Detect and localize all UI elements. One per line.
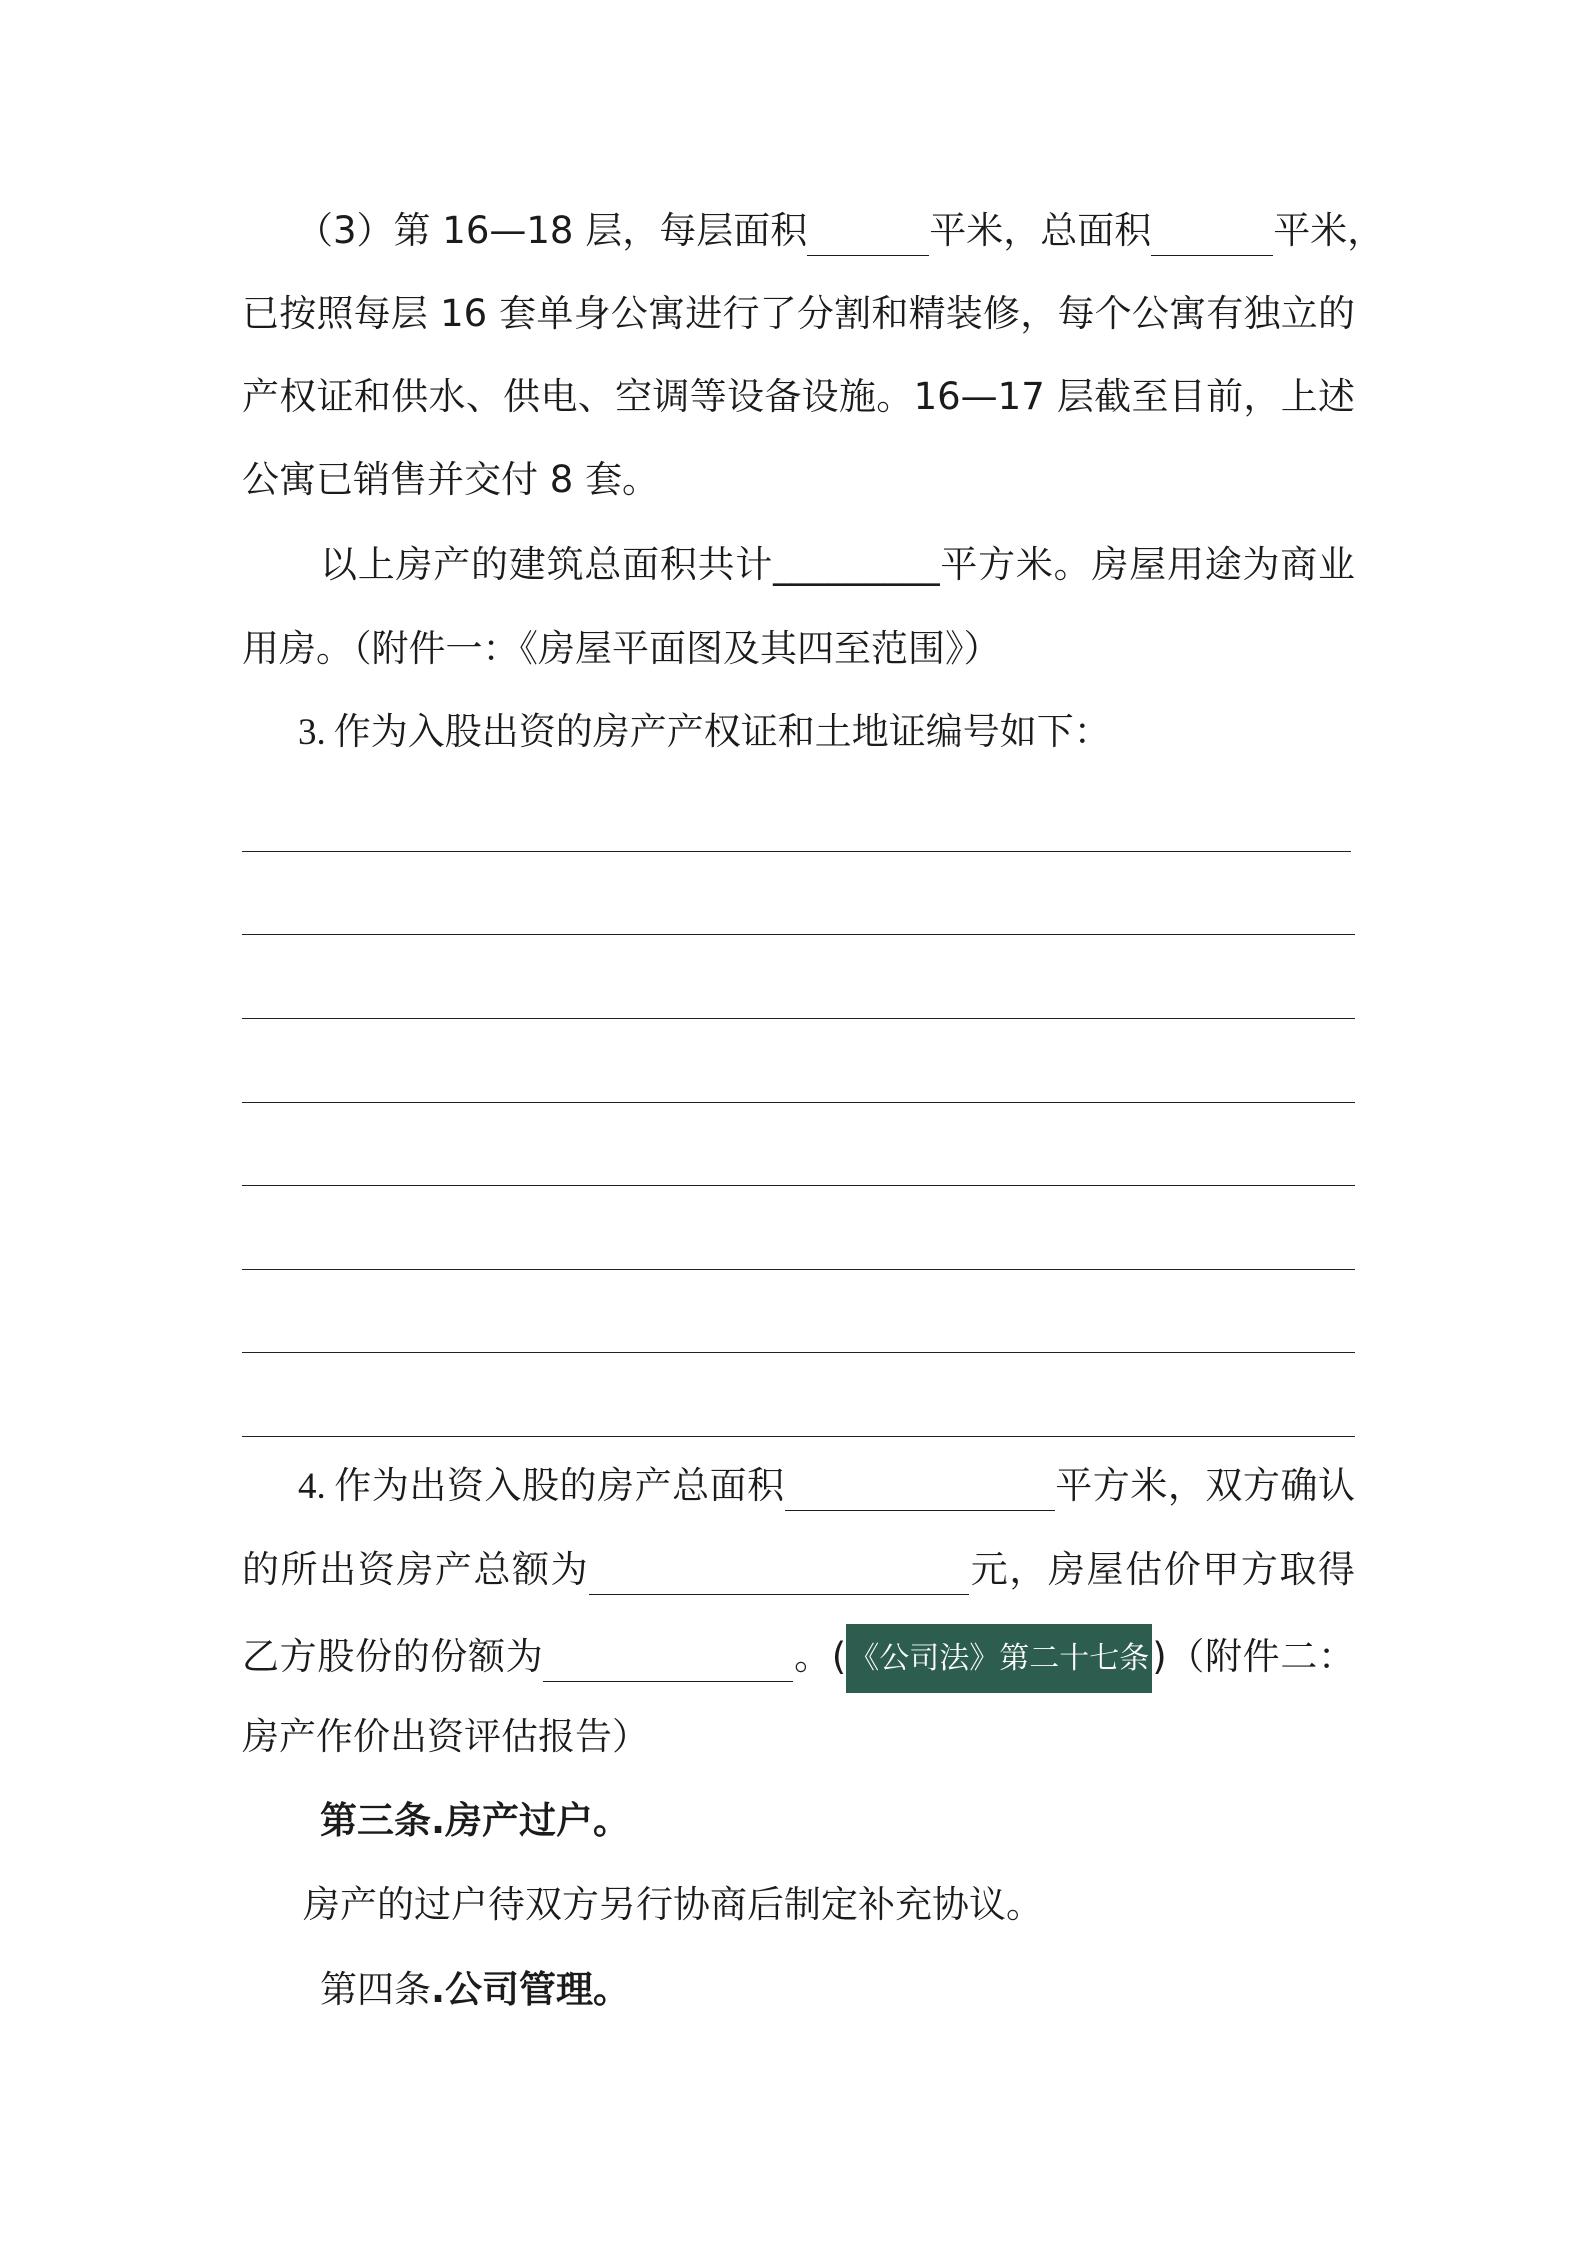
total-area-prefix: 以上房产的建筑总面积共计	[320, 543, 774, 586]
total-area-blank: _________	[773, 543, 940, 586]
item-3-line	[298, 702, 1111, 762]
share-amount-blank	[543, 1640, 793, 1682]
floor-item-line-1-suffix: 平米，	[1273, 209, 1385, 252]
floor-item-line-4: 公寓已销售并交付 8 套。	[242, 458, 660, 501]
total-area-suffix: 平方米。房屋用途为商业	[939, 543, 1356, 586]
floor-item-line-3: 产权证和供水、供电、空调等设备设施。16—17 层截至目前，上述	[242, 375, 1355, 418]
total-area-line-2: 用房。（附件一：《房屋平面图及其四至范围》）	[242, 627, 1001, 670]
certificate-number-blank-line	[242, 1436, 1355, 1437]
article-4-number: 第四条	[320, 1970, 431, 2011]
certificate-number-blank-line	[242, 1269, 1355, 1270]
certificate-number-blank-line	[242, 851, 1351, 852]
article-4-title: .公司管理。	[431, 1968, 631, 2011]
company-law-highlight: 《公司法》第二十七条	[846, 1624, 1152, 1693]
item-3-text: 作为入股出资的房产产权证和土地证编号如下：	[333, 710, 1111, 753]
area-per-floor-blank	[807, 214, 929, 256]
article-3-heading: 第三条.房产过户。	[320, 1799, 631, 1842]
item-4-line-3-mid: 。(	[793, 1635, 847, 1678]
floor-item-line-1-mid: 平米，总面积	[929, 209, 1152, 252]
article-3-body: 房产的过户待双方另行协商后制定补充协议。	[303, 1883, 1043, 1926]
item-4-line-3-prefix: 乙方股份的份额为	[242, 1635, 544, 1678]
item-4-line-3	[242, 1624, 1355, 1684]
item-4-number: 4.	[298, 1466, 326, 1507]
certificate-number-blank-line	[242, 934, 1355, 935]
certificate-number-blank-line	[242, 1102, 1355, 1103]
item-4-line-2-prefix: 的所出资房产总额为	[242, 1548, 590, 1591]
total-area-line-1	[320, 535, 1355, 595]
item-4-line-2	[242, 1540, 1355, 1600]
item-4-line-1-prefix: 作为出资入股的房产总面积	[333, 1464, 785, 1507]
item-4-line-3-suffix: )（附件二：	[1152, 1635, 1356, 1678]
floor-item-line-1	[296, 201, 1385, 261]
certificate-number-blank-line	[242, 1018, 1355, 1019]
floor-item-line-2: 已按照每层 16 套单身公寓进行了分割和精装修，每个公寓有独立的	[242, 292, 1355, 335]
item-4-line-1	[298, 1456, 1355, 1516]
floor-item-line-1-prefix: （3）第 16—18 层，每层面积	[296, 209, 808, 252]
total-floor-area-blank	[1151, 214, 1273, 256]
contributed-value-blank	[589, 1553, 969, 1595]
item-3-number: 3.	[298, 712, 326, 753]
certificate-number-blank-line	[242, 1185, 1355, 1186]
article-4-heading	[320, 1960, 630, 2020]
item-4-line-1-suffix: 平方米，双方确认	[1054, 1464, 1356, 1507]
item-4-line-2-suffix: 元，房屋估价甲方取得	[969, 1548, 1356, 1591]
certificate-number-blank-line	[242, 1352, 1355, 1353]
item-4-line-4: 房产作价出资评估报告）	[242, 1715, 649, 1758]
contributed-area-blank	[785, 1469, 1055, 1511]
